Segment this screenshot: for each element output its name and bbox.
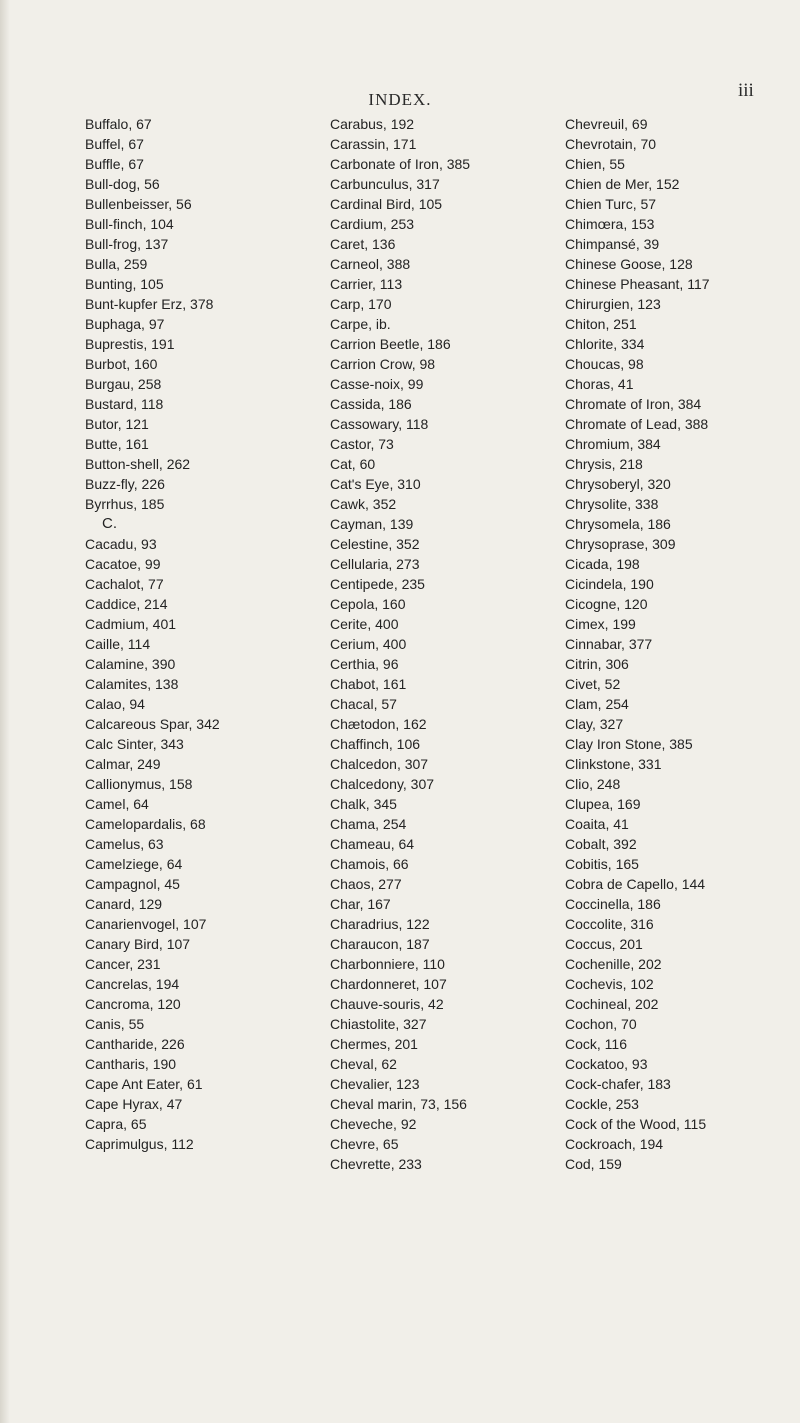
index-entry: Cimex, 199 bbox=[565, 616, 636, 632]
index-entry: Calc Sinter, 343 bbox=[85, 736, 184, 752]
index-column-1 bbox=[85, 114, 335, 1154]
index-entry: Carrion Crow, 98 bbox=[330, 356, 436, 372]
index-entry: Cockroach, 194 bbox=[565, 1136, 664, 1152]
index-entry: Chrysomela, 186 bbox=[565, 516, 671, 532]
index-entry: Canary Bird, 107 bbox=[85, 936, 191, 952]
index-entry: Citrin, 306 bbox=[565, 656, 629, 672]
index-column-2 bbox=[330, 114, 580, 1174]
index-entry: Butor, 121 bbox=[85, 416, 149, 432]
index-entry: Canarienvogel, 107 bbox=[85, 916, 207, 932]
index-entry: Chromate of Lead, 388 bbox=[565, 416, 709, 432]
index-entry: Chien, 55 bbox=[565, 156, 625, 172]
index-entry: Chimpansé, 39 bbox=[565, 236, 660, 252]
index-entry: Cod, 159 bbox=[565, 1156, 622, 1172]
index-entry: Campagnol, 45 bbox=[85, 876, 180, 892]
index-entry: Cockle, 253 bbox=[565, 1096, 639, 1112]
index-entry: Cockatoo, 93 bbox=[565, 1056, 648, 1072]
index-entry: Cicindela, 190 bbox=[565, 576, 654, 592]
index-entry: Cancroma, 120 bbox=[85, 996, 181, 1012]
index-entry: Bullenbeisser, 56 bbox=[85, 196, 192, 212]
index-entry: Cerite, 400 bbox=[330, 616, 399, 632]
index-entry: Bull-frog, 137 bbox=[85, 236, 169, 252]
page-number: iii bbox=[738, 80, 754, 101]
index-entry: Camelopardalis, 68 bbox=[85, 816, 206, 832]
index-entry: Chevrotain, 70 bbox=[565, 136, 657, 152]
index-entry: Chiton, 251 bbox=[565, 316, 637, 332]
index-entry: Cachalot, 77 bbox=[85, 576, 164, 592]
index-entry: Carbunculus, 317 bbox=[330, 176, 440, 192]
index-entry: Cardium, 253 bbox=[330, 216, 415, 232]
index-entry: Burbot, 160 bbox=[85, 356, 158, 372]
index-entry: Bull-dog, 56 bbox=[85, 176, 160, 192]
index-entry: Coccolite, 316 bbox=[565, 916, 654, 932]
index-entry: Centipede, 235 bbox=[330, 576, 425, 592]
index-entry: Chimœra, 153 bbox=[565, 216, 655, 232]
index-entry: Bunt-kupfer Erz, 378 bbox=[85, 296, 214, 312]
index-entry: Chlorite, 334 bbox=[565, 336, 645, 352]
index-entry: Calcareous Spar, 342 bbox=[85, 716, 220, 732]
index-entry: Charaucon, 187 bbox=[330, 936, 430, 952]
index-entry: Capra, 65 bbox=[85, 1116, 147, 1132]
index-entry: Caret, 136 bbox=[330, 236, 396, 252]
index-entry: Chevrette, 233 bbox=[330, 1156, 422, 1172]
index-entry: Calao, 94 bbox=[85, 696, 145, 712]
index-entry: Coccinella, 186 bbox=[565, 896, 661, 912]
index-entry: Chama, 254 bbox=[330, 816, 407, 832]
index-entry: Chien Turc, 57 bbox=[565, 196, 657, 212]
index-entry: Button-shell, 262 bbox=[85, 456, 191, 472]
index-entry: Cicogne, 120 bbox=[565, 596, 648, 612]
index-entry: Cinnabar, 377 bbox=[565, 636, 653, 652]
index-entry: Clay, 327 bbox=[565, 716, 624, 732]
index-entry: Cock-chafer, 183 bbox=[565, 1076, 671, 1092]
index-entry: Chameau, 64 bbox=[330, 836, 415, 852]
index-entry: Chaos, 277 bbox=[330, 876, 402, 892]
index-entry: Cochenille, 202 bbox=[565, 956, 662, 972]
index-entry: Cassowary, 118 bbox=[330, 416, 429, 432]
index-entry: Carbonate of Iron, 385 bbox=[330, 156, 471, 172]
index-entry: Carneol, 388 bbox=[330, 256, 411, 272]
index-entry: Cantharide, 226 bbox=[85, 1036, 185, 1052]
index-entry: Casse-noix, 99 bbox=[330, 376, 424, 392]
index-entry: Butte, 161 bbox=[85, 436, 149, 452]
index-entry: Cheval marin, 73, 156 bbox=[330, 1096, 467, 1112]
index-entry: Chromate of Iron, 384 bbox=[565, 396, 702, 412]
index-entry: Clio, 248 bbox=[565, 776, 621, 792]
index-entry: Chiastolite, 327 bbox=[330, 1016, 427, 1032]
index-entry: Cobra de Capello, 144 bbox=[565, 876, 706, 892]
index-entry: Byrrhus, 185 bbox=[85, 496, 165, 512]
index-entry: Choras, 41 bbox=[565, 376, 634, 392]
index-entry: Bull-finch, 104 bbox=[85, 216, 174, 232]
index-entry: Chætodon, 162 bbox=[330, 716, 427, 732]
index-entry: Carp, 170 bbox=[330, 296, 392, 312]
index-entry: Chien de Mer, 152 bbox=[565, 176, 680, 192]
index-entry: Cancer, 231 bbox=[85, 956, 161, 972]
index-entry: Cadmium, 401 bbox=[85, 616, 177, 632]
index-entry: Camelus, 63 bbox=[85, 836, 164, 852]
index-entry: Cerium, 400 bbox=[330, 636, 407, 652]
index-entry: Cochevis, 102 bbox=[565, 976, 654, 992]
index-entry: Chamois, 66 bbox=[330, 856, 409, 872]
index-entry: Chrysoberyl, 320 bbox=[565, 476, 671, 492]
index-entry: Chardonneret, 107 bbox=[330, 976, 447, 992]
index-entry: Chalcedony, 307 bbox=[330, 776, 435, 792]
index-entry: Cepola, 160 bbox=[330, 596, 406, 612]
index-entry: Charbonniere, 110 bbox=[330, 956, 445, 972]
index-entry: Chrysolite, 338 bbox=[565, 496, 659, 512]
index-entry: Callionymus, 158 bbox=[85, 776, 193, 792]
index-entry: Carabus, 192 bbox=[330, 116, 415, 132]
index-entry: Coaita, 41 bbox=[565, 816, 629, 832]
index-entry: Caddice, 214 bbox=[85, 596, 168, 612]
index-entry: Buffle, 67 bbox=[85, 156, 144, 172]
index-entry: Cock of the Wood, 115 bbox=[565, 1116, 707, 1132]
index-entry: Chacal, 57 bbox=[330, 696, 397, 712]
index-entry: Chaffinch, 106 bbox=[330, 736, 421, 752]
index-entry: Chevalier, 123 bbox=[330, 1076, 420, 1092]
index-entry: Camel, 64 bbox=[85, 796, 149, 812]
index-column-3 bbox=[565, 114, 800, 1174]
index-entry: Cancrelas, 194 bbox=[85, 976, 180, 992]
index-entry: Calmar, 249 bbox=[85, 756, 161, 772]
index-entry: Caille, 114 bbox=[85, 636, 151, 652]
index-entry: Celestine, 352 bbox=[330, 536, 420, 552]
index-entry: Canis, 55 bbox=[85, 1016, 145, 1032]
index-entry: Bustard, 118 bbox=[85, 396, 164, 412]
index-entry: Chinese Goose, 128 bbox=[565, 256, 693, 272]
index-entry: Buffel, 67 bbox=[85, 136, 144, 152]
index-entry: Coccus, 201 bbox=[565, 936, 643, 952]
index-entry: Cat's Eye, 310 bbox=[330, 476, 421, 492]
index-entry: Cawk, 352 bbox=[330, 496, 397, 512]
index-entry: Chermes, 201 bbox=[330, 1036, 418, 1052]
index-entry: Cobitis, 165 bbox=[565, 856, 639, 872]
index-entry: Cheveche, 92 bbox=[330, 1116, 417, 1132]
index-entry: Cantharis, 190 bbox=[85, 1056, 177, 1072]
index-entry: Carpe, ib. bbox=[330, 316, 391, 332]
index-entry: Cheval, 62 bbox=[330, 1056, 397, 1072]
index-entry: Chrysoprase, 309 bbox=[565, 536, 676, 552]
index-entry: Chauve-souris, 42 bbox=[330, 996, 444, 1012]
index-entry: Chevre, 65 bbox=[330, 1136, 399, 1152]
page-spine-shadow bbox=[0, 0, 10, 1423]
index-entry: Cacadu, 93 bbox=[85, 536, 157, 552]
index-entry: Chromium, 384 bbox=[565, 436, 661, 452]
index-entry: Buffalo, 67 bbox=[85, 116, 152, 132]
index-entry: Chirurgien, 123 bbox=[565, 296, 661, 312]
index-entry: Carrion Beetle, 186 bbox=[330, 336, 451, 352]
index-entry: Charadrius, 122 bbox=[330, 916, 430, 932]
index-entry: Cobalt, 392 bbox=[565, 836, 637, 852]
index-entry: Chalk, 345 bbox=[330, 796, 397, 812]
index-entry: Clay Iron Stone, 385 bbox=[565, 736, 693, 752]
index-entry: Chinese Pheasant, 117 bbox=[565, 276, 710, 292]
index-entry: Cayman, 139 bbox=[330, 516, 414, 532]
index-entry: Clinkstone, 331 bbox=[565, 756, 662, 772]
index-entry: Caprimulgus, 112 bbox=[85, 1136, 194, 1152]
index-entry: Burgau, 258 bbox=[85, 376, 162, 392]
index-entry: Cochineal, 202 bbox=[565, 996, 659, 1012]
index-entry: Buphaga, 97 bbox=[85, 316, 165, 332]
index-entry: Carrier, 113 bbox=[330, 276, 403, 292]
index-entry: Clupea, 169 bbox=[565, 796, 641, 812]
index-entry: Clam, 254 bbox=[565, 696, 629, 712]
index-entry: Chrysis, 218 bbox=[565, 456, 643, 472]
index-entry: Cochon, 70 bbox=[565, 1016, 637, 1032]
index-entry: Calamites, 138 bbox=[85, 676, 179, 692]
index-entry: Cock, 116 bbox=[565, 1036, 627, 1052]
index-entry: Cape Hyrax, 47 bbox=[85, 1096, 183, 1112]
index-entry: Cassida, 186 bbox=[330, 396, 412, 412]
index-entry: Cellularia, 273 bbox=[330, 556, 420, 572]
index-entry: Buzz-fly, 226 bbox=[85, 476, 165, 492]
index-entry: Buprestis, 191 bbox=[85, 336, 175, 352]
index-entry: Castor, 73 bbox=[330, 436, 394, 452]
page-title: INDEX. bbox=[368, 90, 432, 109]
index-entry: Canard, 129 bbox=[85, 896, 163, 912]
index-entry: Choucas, 98 bbox=[565, 356, 644, 372]
index-entry: Cacatoe, 99 bbox=[85, 556, 161, 572]
index-entry: Chevreuil, 69 bbox=[565, 116, 648, 132]
index-entry: Bulla, 259 bbox=[85, 256, 148, 272]
index-entry: Chalcedon, 307 bbox=[330, 756, 429, 772]
index-entry: Cardinal Bird, 105 bbox=[330, 196, 443, 212]
index-entry: Bunting, 105 bbox=[85, 276, 164, 292]
index-entry: Certhia, 96 bbox=[330, 656, 399, 672]
index-entry: Cat, 60 bbox=[330, 456, 376, 472]
index-entry: Chabot, 161 bbox=[330, 676, 407, 692]
index-entry: Char, 167 bbox=[330, 896, 391, 912]
index-entry: Calamine, 390 bbox=[85, 656, 176, 672]
index-entry: Camelziege, 64 bbox=[85, 856, 183, 872]
index-entry: Cicada, 198 bbox=[565, 556, 640, 572]
index-entry: Cape Ant Eater, 61 bbox=[85, 1076, 203, 1092]
index-entry: Carassin, 171 bbox=[330, 136, 417, 152]
section-letter: C. bbox=[102, 515, 117, 532]
index-entry: Civet, 52 bbox=[565, 676, 621, 692]
